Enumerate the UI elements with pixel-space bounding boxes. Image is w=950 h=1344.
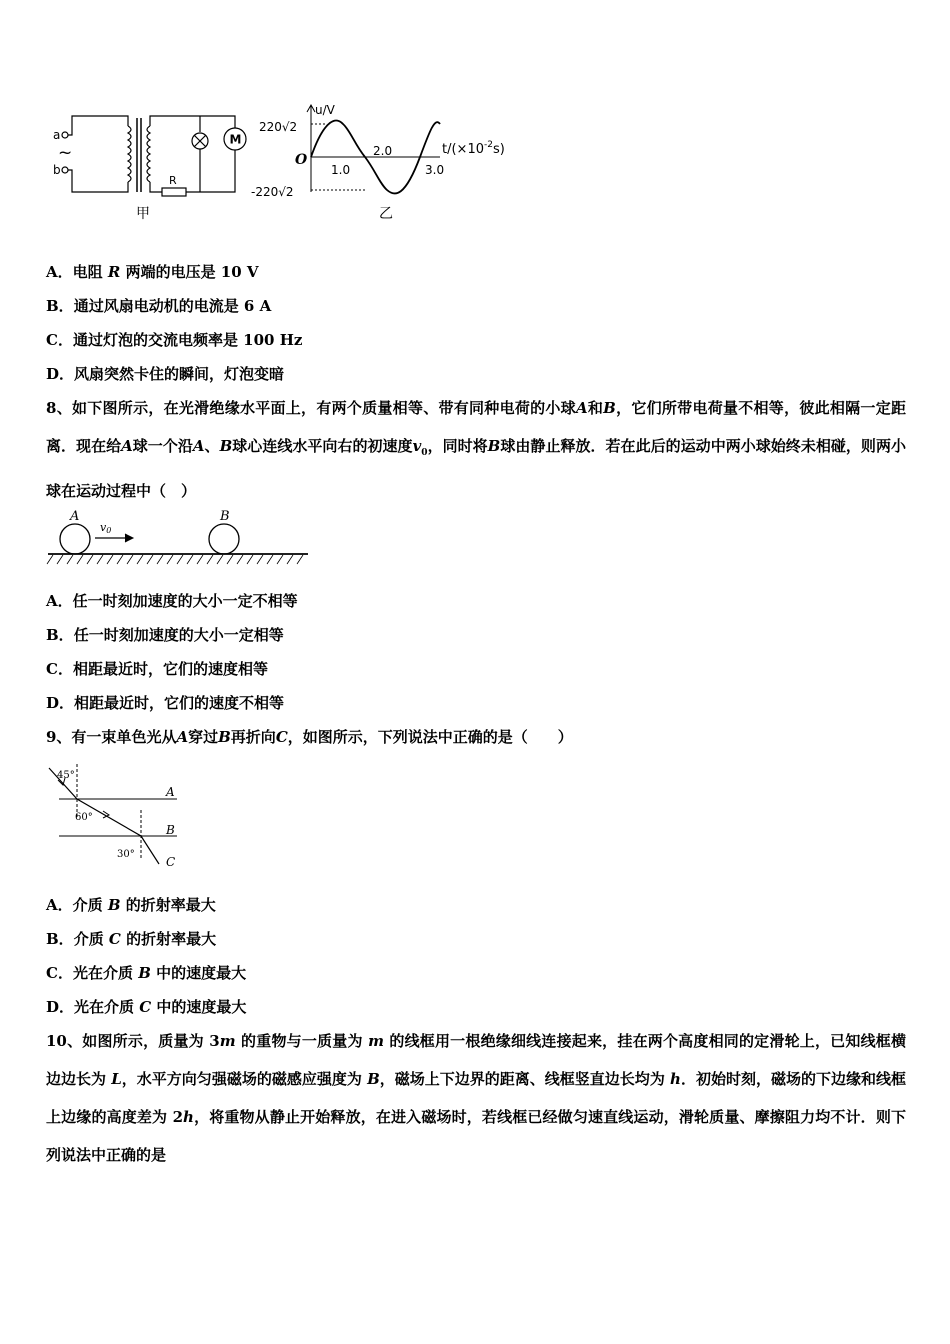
q7-option-d: D．风扇突然卡住的瞬间，灯泡变暗: [46, 365, 285, 383]
label-b: B: [166, 823, 175, 837]
motor-label: M: [229, 132, 242, 147]
q9-refraction-figure: [45, 760, 195, 875]
label-c: C: [166, 855, 176, 869]
q8-option-d: D．相距最近时，它们的速度不相等: [46, 694, 285, 712]
q8-option-b: B．任一时刻加速度的大小一定相等: [46, 626, 284, 644]
resistor-label: R: [169, 174, 177, 187]
ac-symbol: ~: [58, 143, 73, 163]
angle-45-label: 45°: [57, 770, 75, 781]
q8-figure: [45, 505, 315, 570]
circuit-diagram: [50, 108, 250, 223]
origin-label: O: [295, 152, 308, 168]
x-tick-2: 2.0: [373, 144, 393, 158]
figure-caption-jia: 甲: [136, 206, 150, 222]
terminal-b-label: b: [53, 163, 61, 177]
ball-b-label: B: [220, 509, 230, 524]
q9-option-b: B．介质 C 的折射率最大: [46, 930, 217, 948]
x-tick-3: 3.0: [425, 163, 445, 177]
voltage-waveform: [251, 100, 535, 225]
y-max-label: 220√2: [259, 120, 298, 134]
q8-stem: 8、如下图所示，在光滑绝缘水平面上，有两个质量相等、带有同种电荷的小球A和B，它们所带电荷量不相等，彼此相隔一定距离．现在给A球一个沿A、B球心连线水平向右的初速度$v_0$，同时将B球由静止释放．若在此后的运动中两小球始终未相碰，则两小球在运动过程中（ ）: [46, 399, 906, 500]
velocity-label: v0: [100, 521, 112, 535]
q9-option-d: D．光在介质 C 中的速度最大: [46, 998, 247, 1016]
q10-stem: 10、如图所示，质量为 3m 的重物与一质量为 m 的线框用一根绝缘细线连接起来，挂在两个高度相同的定滑轮上，已知线框横边边长为 L，水平方向匀强磁场的磁感应强度为 B，磁场上下边界的距离、线框竖直边长均为 h．初始时刻，磁场的下边缘和线框上边缘的高度差为 2h，将重物从静止开始释放，在进入磁场时，若线框已经做匀速直线运动，滑轮质量、摩擦阻力均不计．则下列说法中正确的是: [46, 1032, 906, 1164]
q7-option-c: C．通过灯泡的交流电频率是 100 Hz: [46, 331, 303, 349]
y-min-label: -220√2: [251, 185, 294, 199]
q7-option-b: B．通过风扇电动机的电流是 6 A: [46, 297, 272, 315]
ball-a-label: A: [70, 509, 80, 524]
q8-option-a: A．任一时刻加速度的大小一定不相等: [46, 592, 298, 610]
label-a: A: [166, 785, 175, 799]
figure-caption-yi: 乙: [379, 206, 393, 222]
q9-stem: 9、有一束单色光从A穿过B再折向C，如图所示，下列说法中正确的是（ ）: [46, 728, 573, 746]
angle-30-label: 30°: [117, 849, 135, 860]
x-tick-1: 1.0: [331, 163, 351, 177]
x-axis-label: $t/(\times 10^{-2}s)$: [442, 140, 505, 157]
angle-60-label: 60°: [75, 812, 93, 823]
y-axis-label: u/V: [315, 103, 335, 117]
terminal-a-label: a: [53, 128, 61, 142]
q9-option-a: A．介质 B 的折射率最大: [46, 896, 216, 914]
q7-option-a: A．电阻 R 两端的电压是 10 V: [46, 263, 259, 281]
q8-option-c: C．相距最近时，它们的速度相等: [46, 660, 268, 678]
q9-option-c: C．光在介质 B 中的速度最大: [46, 964, 247, 982]
